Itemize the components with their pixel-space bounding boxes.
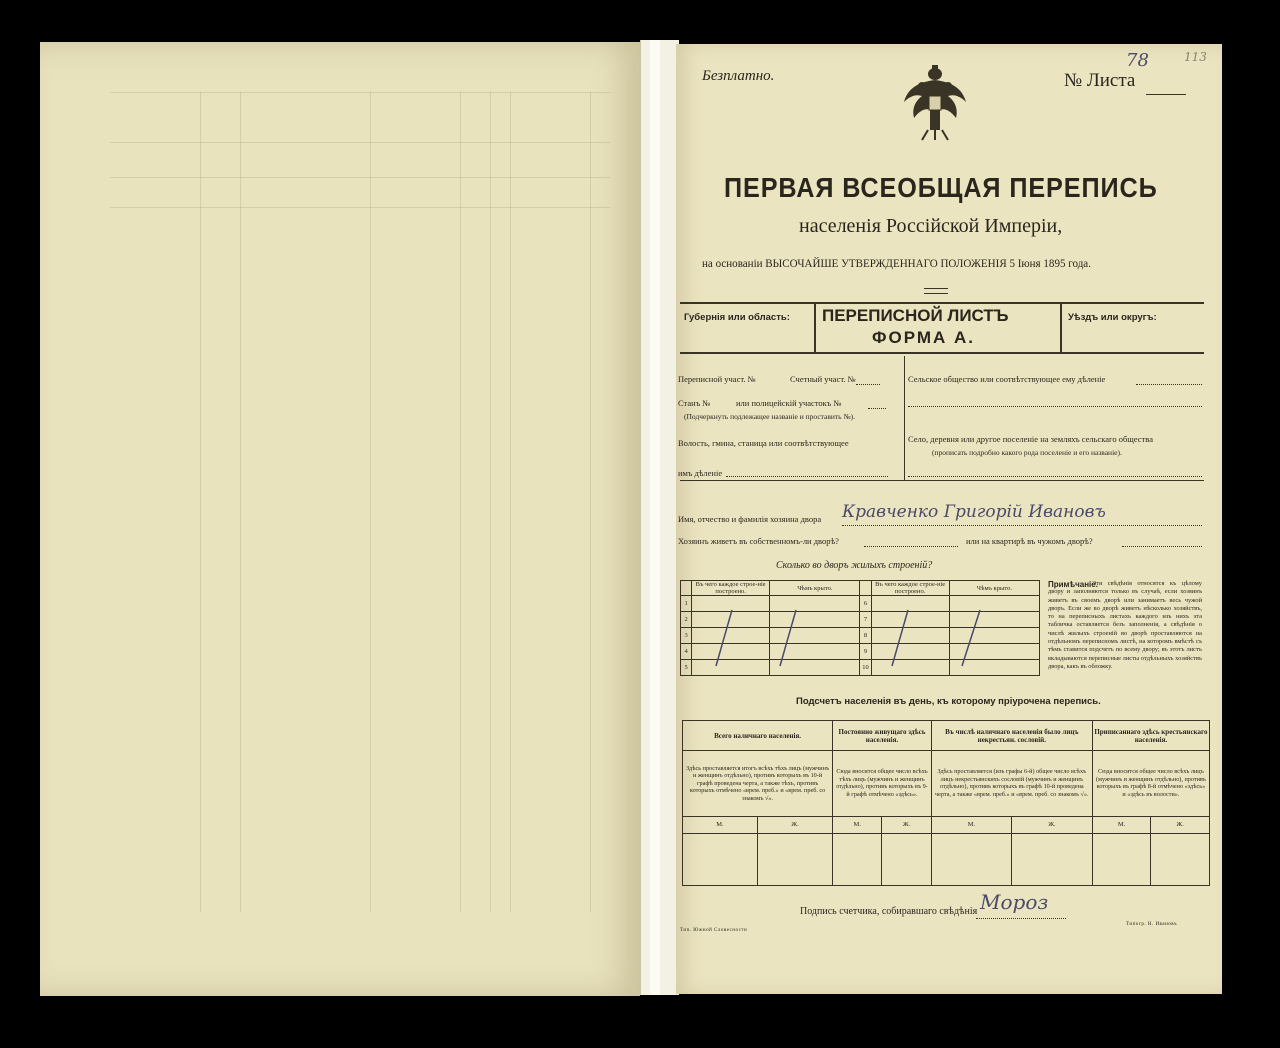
underline-note: (Подчеркнуть подлежащее названіе и проставить №). (684, 412, 855, 421)
perepisnoi-uchastok-label: Переписной участ. № (678, 374, 756, 384)
count-title: Подсчетъ населенія въ день, къ которому пріурочена перепись. (796, 696, 1101, 707)
census-form-page (676, 44, 1222, 994)
row-number: 3 (681, 628, 692, 644)
stan-label: Станъ № (678, 398, 711, 408)
form-letter: ФОРМА А. (872, 328, 976, 347)
count-header-permanent: Постоянно живущаго здѣсь населенія. (833, 721, 932, 751)
census-title: ПЕРВАЯ ВСЕОБЩАЯ ПЕРЕПИСЬ (724, 172, 1158, 203)
male-header: М. (683, 816, 758, 833)
selskoe-obshchestvo-label: Сельское общество или соотвѣтствующее ему дѣленіе (908, 374, 1106, 384)
row-number: 7 (860, 612, 871, 628)
row-number: 9 (860, 644, 871, 660)
count-desc-noncrestian: Здѣсь проставляется (изъ графы 6-й) общее число всѣхъ лицъ некрестьянскихъ сословій (мужчинъ и женщинъ отдѣльно), противъ которыхъ въ графѣ 10-й проведена черта, а также «врем. преб.» и «врем. преб. со знакомъ √». (931, 751, 1092, 816)
row-number: 10 (860, 660, 871, 676)
census-subtitle: населенія Россійской Имперіи, (799, 215, 1063, 237)
signature-label: Подпись счетчика, собиравшаго свѣдѣнія (800, 906, 978, 917)
signature-value: Мороз (980, 890, 1049, 914)
count-header-noncrestian: Въ числѣ наличнаго населенія было лицъ некрестьян. сословій. (931, 721, 1092, 751)
free-label: Безплатно. (702, 68, 775, 84)
note-text: Эти свѣдѣнія относятся къ цѣлому двору и заполняются только въ случаѣ, если хозяинъ живетъ въ своемъ дворѣ или занимаетъ весь чужой дворъ. Если же во дворѣ живетъ нѣсколько хозяйствъ, то на переписныхъ листахъ каждого изъ нихъ эта табличка оставляется безъ заполненія, а свѣдѣнія о числѣ жилыхъ строеній во дворѣ проставляются на отдѣльномъ переписномъ листѣ, на которомъ вмѣстѣ съ тѣмъ ставится подсчетъ по всему двору; въ этотъ листъ вкладываются переписные листы отдѣльныхъ хозяйствъ двора, какъ въ обложку. (1048, 580, 1202, 670)
buildings-col-roof: Чѣмъ крыто. (770, 581, 860, 596)
count-desc-attached: Сюда вносится общее число всѣхъ лицъ (мужчинъ и женщинъ отдѣльно), противъ которыхъ въ графѣ 8-й отмѣчено «здѣсь» и «здѣсь въ волости». (1092, 751, 1209, 816)
volost-label-cont: имъ дѣленіе (678, 468, 723, 478)
row-number: 1 (681, 596, 692, 612)
buildings-col-material: Въ чего каждое строе-ніе построено. (692, 581, 770, 596)
census-decree: на основаніи ВЫСОЧАЙШЕ УТВЕРЖДЕННАГО ПОЛОЖЕНІЯ 5 Іюня 1895 года. (702, 256, 1091, 270)
row-number: 8 (860, 628, 871, 644)
count-header-total: Всего наличнаго населенія. (683, 721, 833, 751)
population-count-table (682, 720, 1210, 886)
handwritten-dashes (680, 580, 1040, 676)
owner-lives-label: Хозяинъ живетъ въ собственномъ-ли дворѣ? (678, 536, 839, 546)
schetnyi-uchastok-label: Счетный участ. № (790, 374, 856, 384)
buildings-col-roof-2: Чѣмъ крыто. (949, 581, 1039, 596)
imperial-eagle-icon (900, 62, 970, 142)
owner-rent-label: или на квартирѣ въ чужомъ дворѣ? (966, 536, 1093, 546)
owner-name-label: Имя, отчество и фамилія хозяина двора (678, 514, 822, 524)
row-number: 4 (681, 644, 692, 660)
female-header: Ж. (1151, 816, 1210, 833)
sheet-number-handwritten: 78 (1126, 50, 1149, 71)
male-header: М. (931, 816, 1011, 833)
female-header: Ж. (882, 816, 931, 833)
sheet-number-label: № Листа (1064, 70, 1136, 91)
uezd-label: Уѣздъ или округъ: (1068, 312, 1157, 323)
row-number: 5 (681, 660, 692, 676)
selo-label: Село, деревня или другое поселеніе на земляхъ сельскаго общества (908, 434, 1153, 444)
female-header: Ж. (757, 816, 832, 833)
buildings-question: Сколько во дворъ жилыхъ строеній? (776, 560, 933, 571)
count-header-attached: Приписаннаго здѣсь крестьянскаго населенія. (1092, 721, 1209, 751)
count-desc-total: Здѣсь проставляется итогъ всѣхъ тѣхъ лицъ (мужчинъ и женщинъ отдѣльно), противъ которыхъ въ 10-й графѣ проведена черта, а также тѣхъ, противъ которыхъ отмѣчено «врем. преб.» и «врем. преб. со знакомъ √». (683, 751, 833, 816)
printer-left: Тип. Южной Словесности (680, 928, 748, 933)
female-header: Ж. (1012, 816, 1093, 833)
ornament-divider (924, 288, 948, 294)
selo-note: (прописать подробно какого рода поселеніе и его названіе). (932, 448, 1122, 457)
form-name: ПЕРЕПИСНОЙ ЛИСТЪ (822, 306, 1009, 325)
gubernia-label: Губернія или область: (684, 312, 790, 323)
police-uchastok-label: или полицейскій участокъ № (736, 398, 842, 408)
printer-right: Типогр. Н. Ивановъ (1126, 922, 1178, 927)
count-desc-permanent: Сюда вносится общее число всѣхъ тѣхъ лицъ (мужчинъ и женщинъ отдѣльно), противъ которыхъ въ 9-й графѣ отмѣчено «здѣсь». (833, 751, 932, 816)
row-number: 6 (860, 596, 871, 612)
gutter-paper-strip (650, 40, 660, 995)
row-number: 2 (681, 612, 692, 628)
male-header: М. (833, 816, 882, 833)
volost-label: Волость, гмина, станица или соотвѣтствующее (678, 438, 849, 448)
left-page (40, 42, 640, 996)
buildings-col-material-2: Въ чего каждое строе-ніе построено. (871, 581, 949, 596)
note-title: Примѣчаніе. (1048, 580, 1098, 589)
sheet-number-corner: 113 (1184, 50, 1207, 64)
male-header: М. (1092, 816, 1150, 833)
owner-name-value: Кравченко Григорій Ивановъ (842, 502, 1106, 522)
